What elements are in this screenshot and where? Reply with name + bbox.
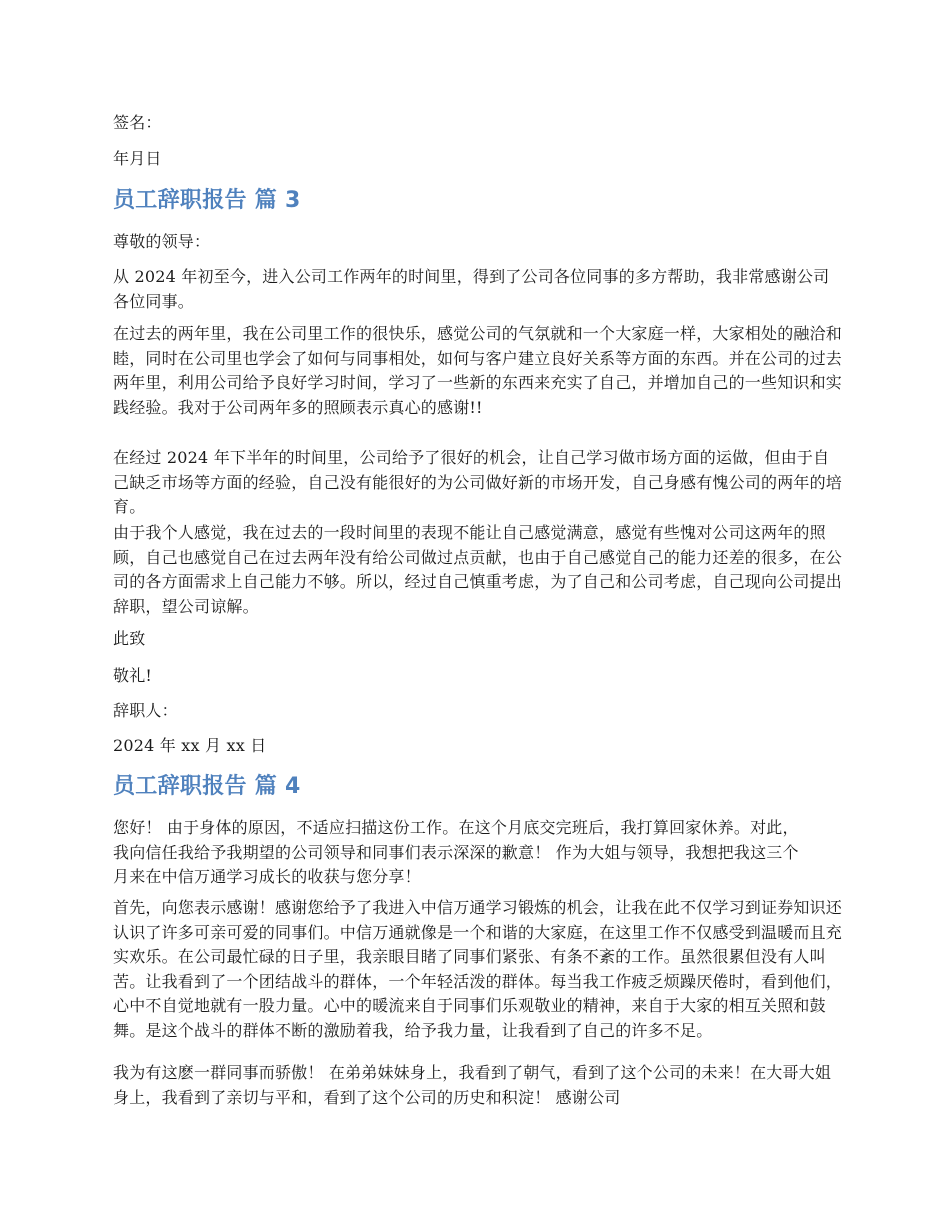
- paragraph: 在经过 2024 年下半年的时间里，公司给予了很好的机会，让自己学习做市场方面的运做，但由于自己缺乏市场等方面的经验，自己没有能很好的为公司做好新的市场开发，自己身感有愧公司的两年的培育。: [113, 448, 843, 516]
- resignation-date: 2024 年 xx 月 xx 日: [113, 736, 267, 755]
- paragraph: 在过去的两年里，我在公司里工作的很快乐，感觉公司的气氛就和一个大家庭一样，大家相处的融洽和睦，同时在公司里也学会了如何与同事相处，如何与客户建立良好关系等方面的东西。并在公司的过去两年里，利用公司给予良好学习时间，学习了一些新的东西来充实了自己，并增加自己的一些知识和实践经验。我对于公司两年多的照顾表示真心的感谢!!: [113, 324, 843, 417]
- paragraph: 首先，向您表示感谢！感谢您给予了我进入中信万通学习锻炼的机会，让我在此不仅学习到证券知识还认识了许多可亲可爱的同事们。中信万通就像是一个和谐的大家庭，在这里工作不仅感受到温暖而且充实欢乐。在公司最忙碌的日子里，我亲眼目睹了同事们紧张、有条不紊的工作。虽然很累但没有人叫苦。让我看到了一个团结战斗的群体，一个年轻活泼的群体。每当我工作疲乏烦躁厌倦时，看到他们，心中不自觉地就有一股力量。心中的暖流来自于同事们乐观敬业的精神，来自于大家的相互关照和鼓舞。是这个战斗的群体不断的激励着我，给予我力量，让我看到了自己的许多不足。: [113, 898, 843, 1040]
- closing-salute: 敬礼!: [113, 666, 153, 685]
- section-heading-4: 员工辞职报告 篇 4: [113, 774, 301, 799]
- section-heading-3: 员工辞职报告 篇 3: [113, 188, 301, 213]
- paragraph: 我为有这麽一群同事而骄傲！ 在弟弟妹妹身上，我看到了朝气，看到了这个公司的未来！在大哥大姐身上，我看到了亲切与平和，看到了这个公司的历史和积淀！ 感谢公司: [113, 1063, 832, 1107]
- closing-line: 此致: [113, 629, 146, 648]
- paragraph: 由于我个人感觉，我在过去的一段时间里的表现不能让自己感觉满意，感觉有些愧对公司这两年的照顾，自己也感觉自己在过去两年没有给公司做过点贡献，也由于自己感觉自己的能力还差的很多，在公司的各方面需求上自己能力不够。所以，经过自己慎重考虑，为了自己和公司考虑，自己现向公司提出辞职，望公司谅解。: [113, 523, 843, 616]
- paragraph: 从 2024 年初至今，进入公司工作两年的时间里，得到了公司各位同事的多方帮助，我非常感谢公司各位同事。: [113, 267, 830, 311]
- date-line: 年月日: [113, 149, 162, 168]
- resigner-label: 辞职人：: [113, 701, 178, 720]
- salutation: 尊敬的领导：: [113, 232, 211, 251]
- paragraph: 您好！ 由于身体的原因，不适应扫描这份工作。在这个月底交完班后，我打算回家休养。对此，我向信任我给予我期望的公司领导和同事们表示深深的歉意！ 作为大姐与领导，我想把我这三个月来在中信万通学习成长的收获与您分享！: [113, 818, 799, 886]
- signature-line: 签名：: [113, 113, 162, 132]
